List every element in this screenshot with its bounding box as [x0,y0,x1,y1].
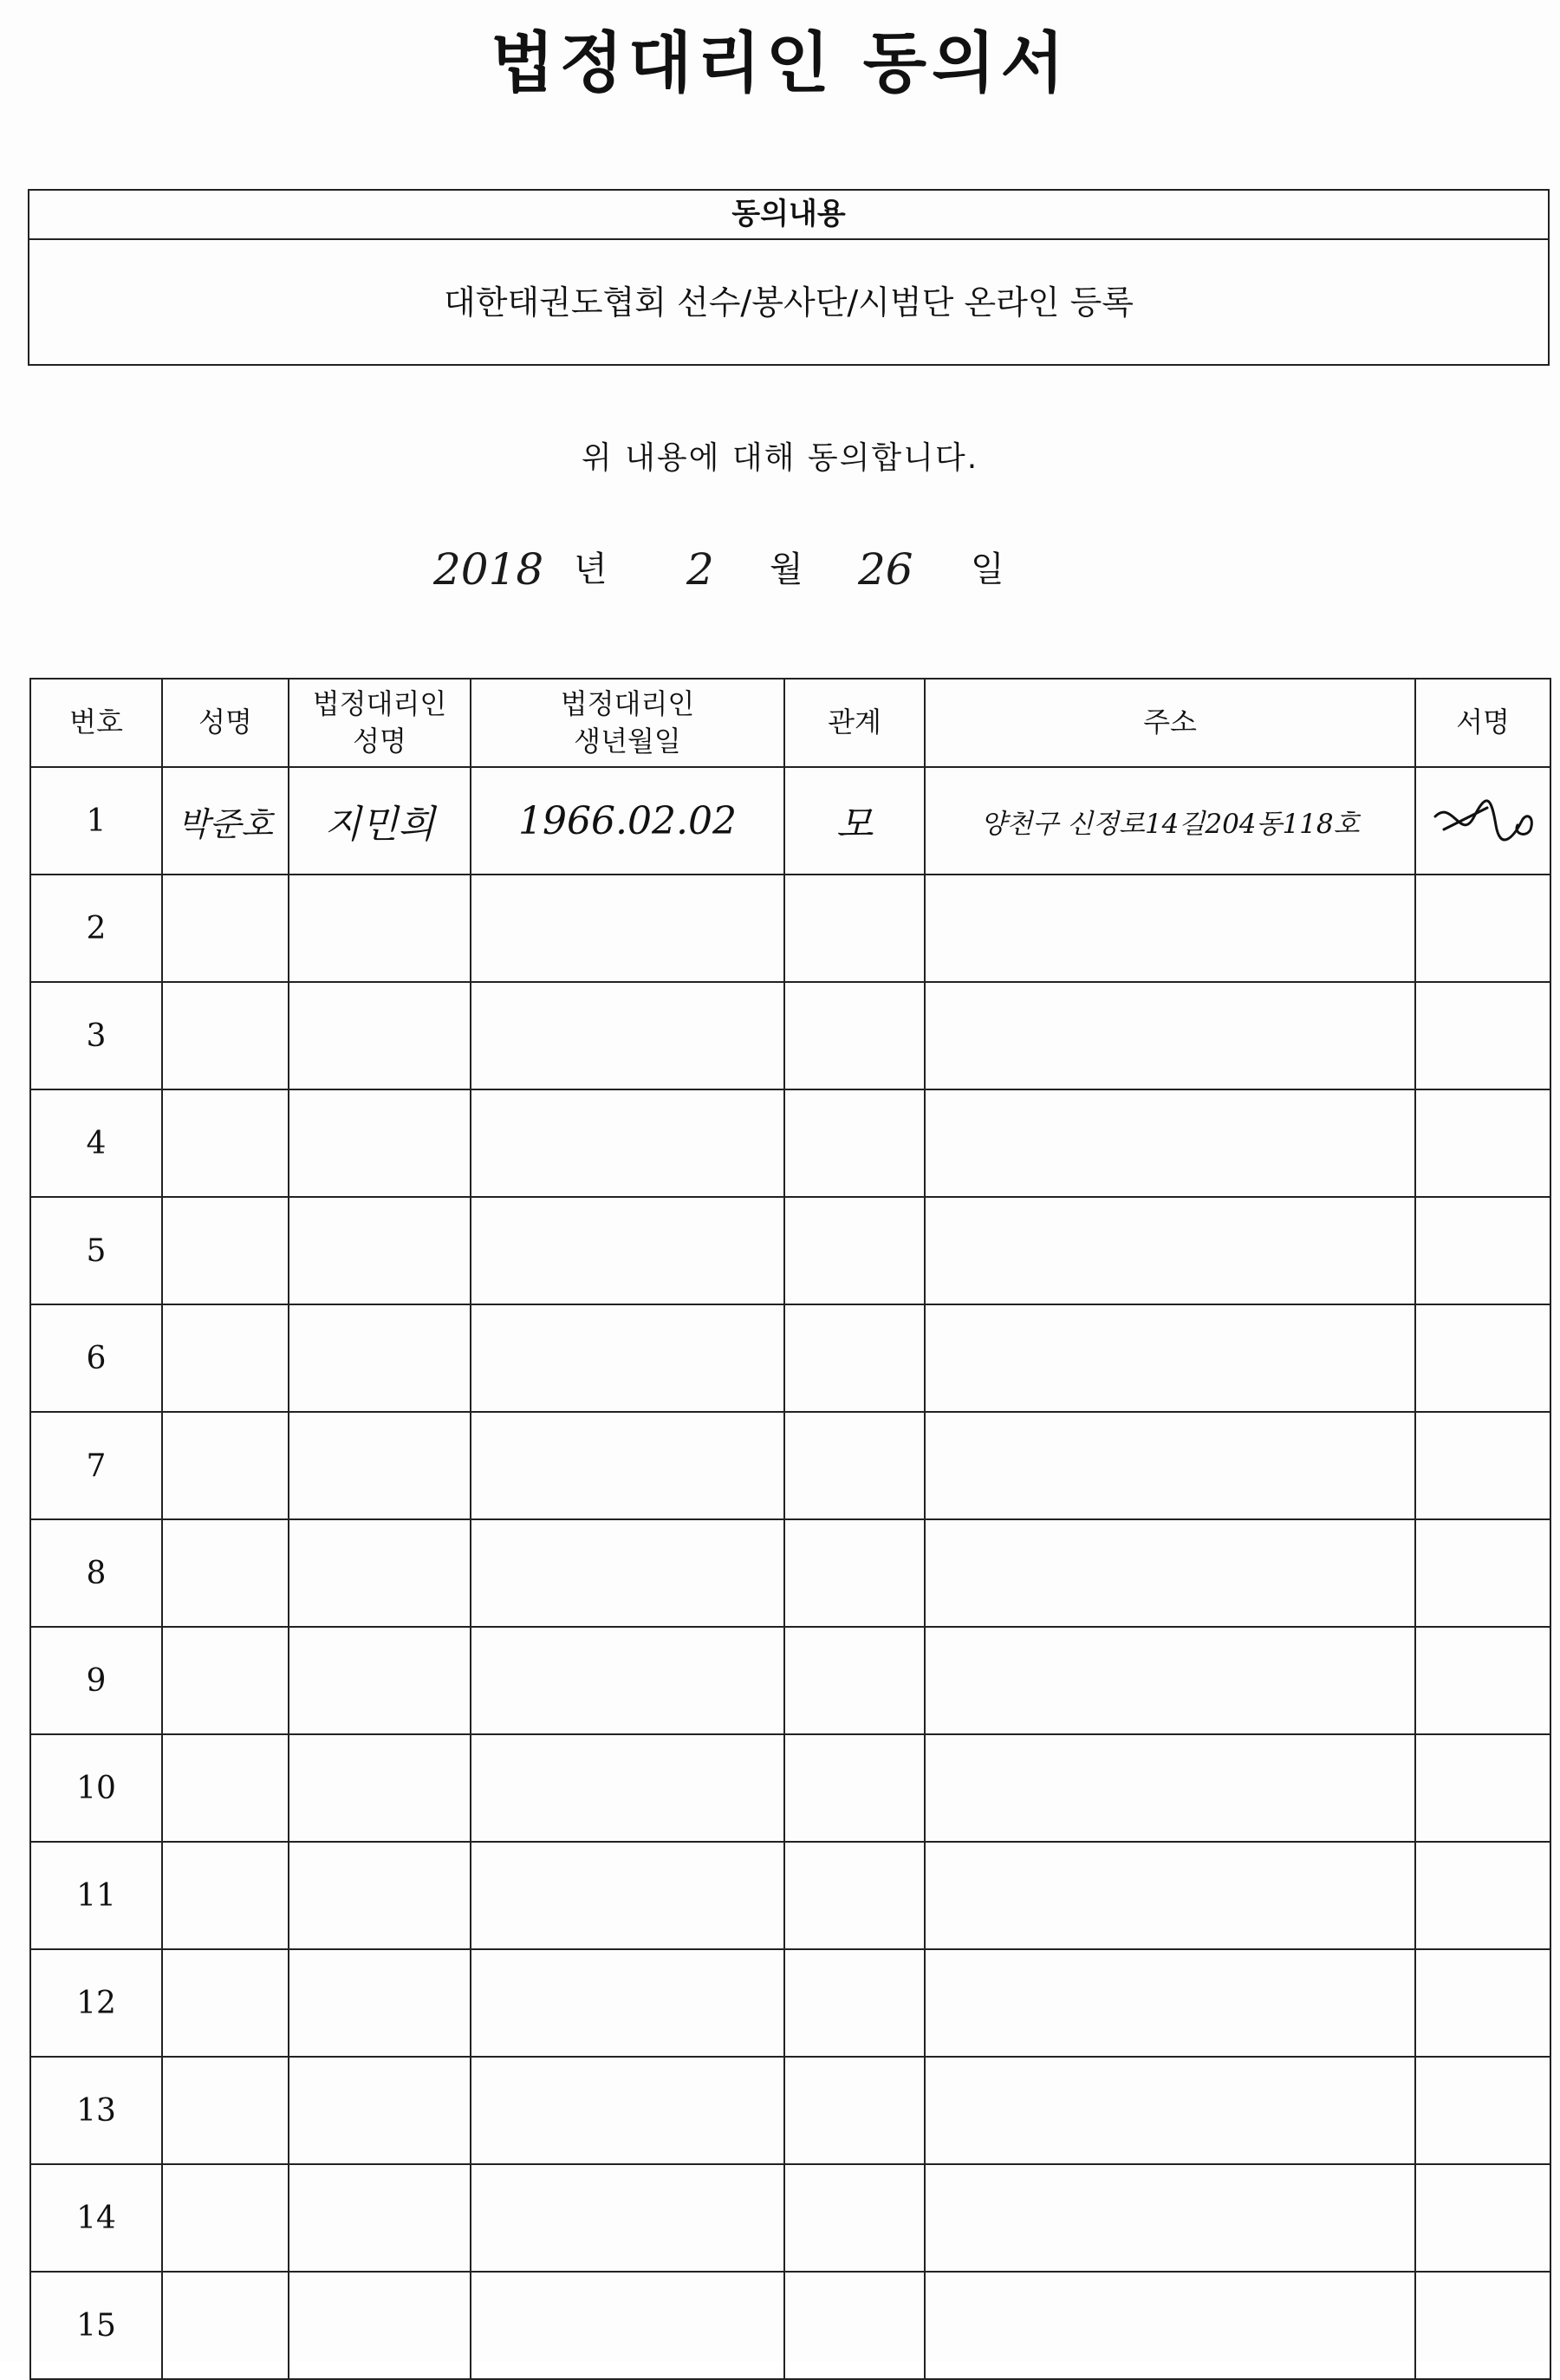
row-no: 12 [30,1949,162,2057]
consent-content: 대한태권도협회 선수/봉사단/시범단 온라인 등록 [443,283,1134,322]
row-no: 7 [30,1412,162,1519]
row-address [925,2272,1415,2379]
row-no: 10 [30,1734,162,1842]
row-signature [1415,982,1550,1089]
row-signature [1415,767,1550,875]
row-signature [1415,1519,1550,1627]
table-row [30,2057,1550,2164]
row-relation [784,2164,925,2272]
row-signature [1415,1949,1550,2057]
row-guardian-name [289,875,471,982]
row-name [162,1627,289,1734]
row-guardian-name [289,1627,471,1734]
row-guardian-birth [471,1949,784,2057]
row-guardian-name [289,1412,471,1519]
row-name [162,1842,289,1949]
row-guardian-name: 지민희 [289,767,471,875]
row-name [162,982,289,1089]
table-row [30,767,1550,875]
row-relation [784,2057,925,2164]
table-row [30,1627,1550,1734]
row-name: 박준호 [162,767,289,875]
row-no: 5 [30,1197,162,1304]
row-address [925,2164,1415,2272]
header-signature: 서명 [1415,679,1550,767]
row-guardian-name [289,1304,471,1412]
consent-box [28,189,1550,366]
row-guardian-name [289,1197,471,1304]
row-name [162,1412,289,1519]
table-row [30,1842,1550,1949]
row-address [925,1197,1415,1304]
row-guardian-name [289,2164,471,2272]
row-guardian-birth [471,1089,784,1197]
row-guardian-name [289,1089,471,1197]
row-signature [1415,1627,1550,1734]
row-signature [1415,1304,1550,1412]
row-signature [1415,1734,1550,1842]
table-row [30,875,1550,982]
document-title: 법정대리인 동의서 [491,24,1069,101]
date-month-unit: 월 [770,549,803,589]
row-no: 6 [30,1304,162,1412]
row-relation [784,1089,925,1197]
date-month: 2 [686,544,714,595]
row-relation [784,982,925,1089]
date-day: 26 [858,544,913,595]
row-signature [1415,1412,1550,1519]
row-guardian-birth [471,2272,784,2379]
table-row [30,982,1550,1089]
row-relation [784,1627,925,1734]
table-row [30,1949,1550,2057]
row-address [925,1089,1415,1197]
row-guardian-birth [471,982,784,1089]
table-row [30,2272,1550,2379]
row-guardian-birth [471,1842,784,1949]
row-relation [784,1734,925,1842]
table-header-row [30,679,1550,767]
row-signature [1415,2164,1550,2272]
consent-header: 동의내용 [29,191,1548,240]
row-name [162,875,289,982]
row-guardian-name [289,982,471,1089]
date-year: 2018 [433,544,544,595]
row-no: 9 [30,1627,162,1734]
row-guardian-name [289,2057,471,2164]
guardian-table [29,678,1551,2380]
row-guardian-name [289,1519,471,1627]
row-no: 13 [30,2057,162,2164]
row-relation [784,1949,925,2057]
row-address [925,1304,1415,1412]
row-guardian-birth [471,1197,784,1304]
row-no: 11 [30,1842,162,1949]
row-address [925,982,1415,1089]
header-name: 성명 [162,679,289,767]
row-name [162,2057,289,2164]
row-guardian-birth [471,875,784,982]
row-guardian-birth [471,1734,784,1842]
row-relation [784,1519,925,1627]
row-signature [1415,2057,1550,2164]
table-row [30,1519,1550,1627]
row-relation [784,1304,925,1412]
date-day-unit: 일 [971,549,1004,589]
row-no: 2 [30,875,162,982]
row-guardian-birth [471,1412,784,1519]
header-relation: 관계 [784,679,925,767]
row-relation [784,1842,925,1949]
table-row [30,1734,1550,1842]
row-address [925,1842,1415,1949]
row-name [162,1949,289,2057]
row-guardian-birth [471,1304,784,1412]
row-no: 3 [30,982,162,1089]
row-signature [1415,1197,1550,1304]
table-row [30,1304,1550,1412]
row-signature [1415,1842,1550,1949]
row-guardian-birth [471,1519,784,1627]
row-name [162,1734,289,1842]
row-relation [784,1197,925,1304]
row-address [925,1627,1415,1734]
row-address [925,875,1415,982]
header-guardian-name: 법정대리인 성명 [289,679,471,767]
row-address [925,1949,1415,2057]
table-row [30,1412,1550,1519]
row-name [162,2164,289,2272]
row-address: 양천구 신정로14길204동118호 [925,767,1415,875]
row-name [162,1197,289,1304]
row-guardian-name [289,1734,471,1842]
row-signature [1415,1089,1550,1197]
agreement-text: 위 내용에 대해 동의합니다. [581,440,979,476]
row-name [162,1519,289,1627]
row-name [162,1089,289,1197]
row-no: 1 [30,767,162,875]
row-name [162,1304,289,1412]
row-guardian-birth [471,2164,784,2272]
row-guardian-name [289,2272,471,2379]
row-relation [784,875,925,982]
row-name [162,2272,289,2379]
header-no: 번호 [30,679,162,767]
row-relation [784,1412,925,1519]
row-signature [1415,875,1550,982]
row-address [925,1734,1415,1842]
table-row [30,1197,1550,1304]
row-no: 15 [30,2272,162,2379]
table-row [30,1089,1550,1197]
row-relation [784,2272,925,2379]
row-guardian-name [289,1949,471,2057]
row-guardian-name [289,1842,471,1949]
header-address: 주소 [925,679,1415,767]
row-signature [1415,2272,1550,2379]
table-row [30,2164,1550,2272]
date-year-unit: 년 [574,549,608,589]
row-address [925,1519,1415,1627]
handwritten-signature-icon [1427,790,1539,851]
date-line [0,530,1560,608]
row-no: 8 [30,1519,162,1627]
header-guardian-birth: 법정대리인 생년월일 [471,679,784,767]
row-no: 14 [30,2164,162,2272]
row-no: 4 [30,1089,162,1197]
row-guardian-birth: 1966.02.02 [471,767,784,875]
row-guardian-birth [471,1627,784,1734]
row-guardian-birth [471,2057,784,2164]
row-address [925,2057,1415,2164]
row-address [925,1412,1415,1519]
row-relation: 모 [784,767,925,875]
